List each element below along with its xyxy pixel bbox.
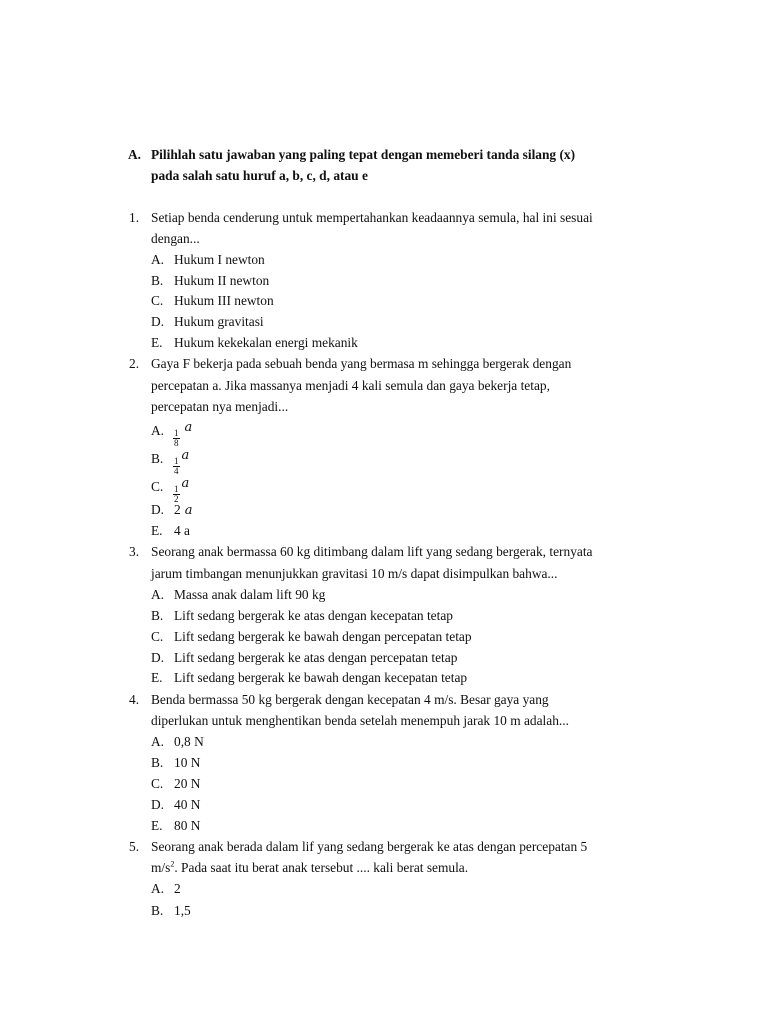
question-number-4: 4. bbox=[129, 692, 140, 707]
coefficient: 2 bbox=[174, 502, 181, 517]
question-5-text-line2 bbox=[151, 860, 468, 876]
fraction-denominator: 2 bbox=[174, 494, 179, 504]
option-letter: C. bbox=[151, 629, 164, 644]
option-letter: A. bbox=[151, 423, 165, 438]
option-text: 4 a bbox=[174, 523, 190, 538]
option-letter: C. bbox=[151, 776, 164, 791]
fraction-denominator: 4 bbox=[174, 466, 179, 476]
fraction-numerator: 1 bbox=[174, 456, 179, 466]
option-text: Lift sedang bergerak ke atas dengan kecepatan tetap bbox=[174, 608, 453, 623]
option-text: 80 N bbox=[174, 818, 201, 833]
question-3-text-line1: Seorang anak bermassa 60 kg ditimbang dalam lift yang sedang bergerak, ternyata bbox=[151, 544, 593, 559]
option-fraction-expression bbox=[172, 475, 189, 504]
option-letter: E. bbox=[151, 670, 163, 685]
option-letter: B. bbox=[151, 273, 164, 288]
question-3-text-line2: jarum timbangan menunjukkan gravitasi 10 m/s dapat disimpulkan bahwa... bbox=[151, 566, 558, 581]
option-letter: C. bbox=[151, 479, 164, 494]
option-text: 40 N bbox=[174, 797, 201, 812]
option-letter: D. bbox=[151, 650, 165, 665]
question-2-text-line1: Gaya F bekerja pada sebuah benda yang bermasa m sehingga bergerak dengan bbox=[151, 356, 572, 371]
option-text bbox=[174, 502, 192, 519]
option-text: Massa anak dalam lift 90 kg bbox=[174, 587, 326, 602]
question-1-text-line2: dengan... bbox=[151, 231, 200, 246]
question-5-text-line1: Seorang anak berada dalam lif yang sedang bergerak ke atas dengan percepatan 5 bbox=[151, 839, 588, 854]
variable: a bbox=[184, 420, 193, 435]
option-text: Hukum I newton bbox=[174, 252, 265, 267]
question-4-text-line2: diperlukan untuk menghentikan benda setelah menempuh jarak 10 m adalah... bbox=[151, 713, 569, 728]
question-1-text-line1: Setiap benda cenderung untuk mempertahankan keadaannya semula, hal ini sesuai bbox=[151, 210, 593, 225]
option-fraction-expression bbox=[172, 419, 192, 448]
option-letter: A. bbox=[151, 587, 165, 602]
option-text: 20 N bbox=[174, 776, 201, 791]
option-letter: D. bbox=[151, 314, 165, 329]
option-text: 0,8 N bbox=[174, 734, 204, 749]
question-5-text-rest: . Pada saat itu berat anak tersebut .... kali berat semula. bbox=[174, 860, 469, 875]
option-letter: A. bbox=[151, 252, 165, 267]
option-letter: A. bbox=[151, 734, 165, 749]
option-text: Lift sedang bergerak ke bawah dengan percepatan tetap bbox=[174, 629, 472, 644]
option-letter: E. bbox=[151, 335, 163, 350]
option-letter: D. bbox=[151, 502, 165, 517]
question-number-2: 2. bbox=[129, 356, 140, 371]
option-letter: B. bbox=[151, 755, 164, 770]
option-letter: E. bbox=[151, 523, 163, 538]
question-2-text-line3: percepatan nya menjadi... bbox=[151, 399, 289, 414]
option-text: Hukum kekekalan energi mekanik bbox=[174, 335, 358, 350]
option-text: Lift sedang bergerak ke atas dengan percepatan tetap bbox=[174, 650, 458, 665]
fraction-numerator: 1 bbox=[174, 428, 179, 438]
question-4-text-line1: Benda bermassa 50 kg bergerak dengan kecepatan 4 m/s. Besar gaya yang bbox=[151, 692, 549, 707]
option-text: Hukum III newton bbox=[174, 293, 274, 308]
option-text: 1,5 bbox=[174, 903, 191, 918]
unit-text: m/s bbox=[151, 860, 171, 875]
option-letter: B. bbox=[151, 608, 164, 623]
fraction-numerator: 1 bbox=[174, 484, 179, 494]
question-number-3: 3. bbox=[129, 544, 140, 559]
fraction bbox=[173, 429, 180, 448]
option-letter: C. bbox=[151, 293, 164, 308]
option-fraction-expression bbox=[172, 447, 189, 476]
variable: a bbox=[181, 448, 190, 463]
option-text: 10 N bbox=[174, 755, 201, 770]
option-text: 2 bbox=[174, 881, 181, 896]
question-2-text-line2: percepatan a. Jika massanya menjadi 4 kali semula dan gaya bekerja tetap, bbox=[151, 378, 550, 393]
option-letter: D. bbox=[151, 797, 165, 812]
fraction bbox=[173, 457, 180, 476]
option-text: Lift sedang bergerak ke bawah dengan kecepatan tetap bbox=[174, 670, 468, 685]
question-number-5: 5. bbox=[129, 839, 140, 854]
unit-exponent: 2 bbox=[170, 859, 175, 869]
option-letter: E. bbox=[151, 818, 163, 833]
question-number-1: 1. bbox=[129, 210, 140, 225]
section-instruction-line1: Pilihlah satu jawaban yang paling tepat dengan memeberi tanda silang (x) bbox=[151, 147, 576, 162]
option-letter: B. bbox=[151, 903, 164, 918]
variable: a bbox=[184, 503, 193, 518]
variable: a bbox=[181, 476, 190, 491]
section-instruction-line2: pada salah satu huruf a, b, c, d, atau e bbox=[151, 168, 368, 183]
option-letter: B. bbox=[151, 451, 164, 466]
option-text: Hukum II newton bbox=[174, 273, 270, 288]
fraction-denominator: 8 bbox=[174, 438, 179, 448]
option-text: Hukum gravitasi bbox=[174, 314, 264, 329]
option-letter: A. bbox=[151, 881, 165, 896]
section-letter: A. bbox=[128, 147, 142, 162]
